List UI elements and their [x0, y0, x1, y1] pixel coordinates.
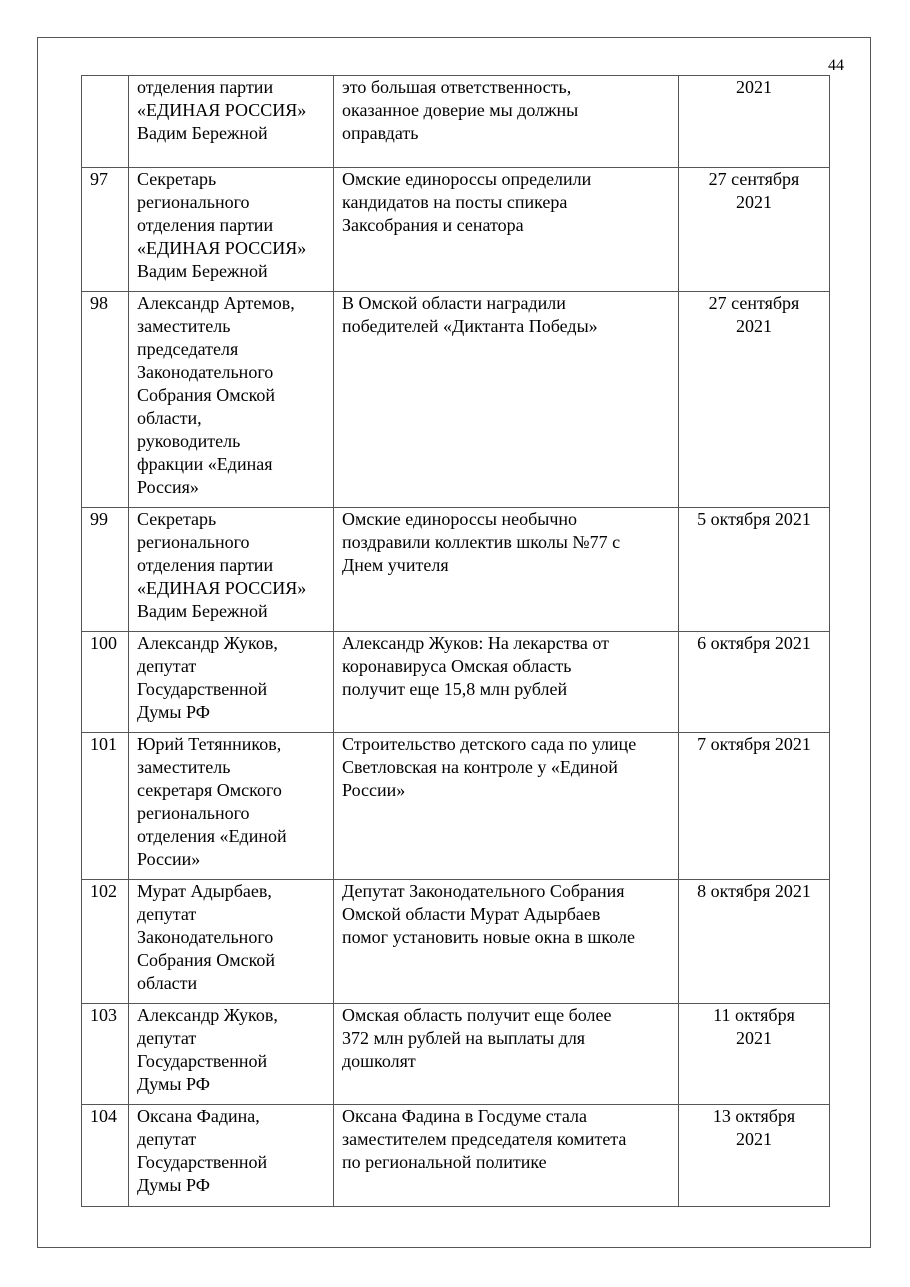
- row-number: 101: [90, 734, 117, 754]
- author-cell: [129, 76, 334, 168]
- title-text: Оксана Фадина в Госдуме стала заместителем председателя комитета по региональной политике: [342, 1106, 627, 1172]
- date-cell: [679, 168, 830, 292]
- table-row: [82, 733, 830, 880]
- date-cell: [679, 733, 830, 880]
- row-number: 97: [90, 169, 108, 189]
- author-cell: [129, 632, 334, 733]
- date-text: 2021: [736, 77, 772, 97]
- title-cell: [334, 1105, 679, 1207]
- date-text: 5 октября 2021: [697, 509, 811, 529]
- row-number-cell: [82, 168, 129, 292]
- title-cell: [334, 168, 679, 292]
- date-text: 8 октября 2021: [697, 881, 811, 901]
- date-cell: [679, 880, 830, 1004]
- page-number: 44: [828, 57, 844, 74]
- row-number: 100: [90, 633, 117, 653]
- author-text: Оксана Фадина, депутат Государственной Думы РФ: [137, 1106, 268, 1195]
- date-cell: [679, 1105, 830, 1207]
- title-text: Омские единороссы определили кандидатов на посты спикера Заксобрания и сенатора: [342, 169, 592, 235]
- author-text: Юрий Тетянников, заместитель секретаря Омского регионального отделения «Единой России»: [137, 734, 287, 869]
- table-row: [82, 632, 830, 733]
- table-row: [82, 880, 830, 1004]
- date-text: 6 октября 2021: [697, 633, 811, 653]
- title-cell: [334, 880, 679, 1004]
- row-number-cell: [82, 632, 129, 733]
- author-cell: [129, 880, 334, 1004]
- date-text: 27 сентября 2021: [708, 293, 800, 336]
- title-text: Депутат Законодательного Собрания Омской области Мурат Адырбаев помог установить новые окна в школе: [342, 881, 635, 947]
- table-row: [82, 168, 830, 292]
- row-number-cell: [82, 76, 129, 168]
- date-cell: [679, 292, 830, 508]
- table-row: [82, 1105, 830, 1207]
- title-cell: [334, 632, 679, 733]
- title-text: Омские единороссы необычно поздравили коллектив школы №77 с Днем учителя: [342, 509, 621, 575]
- author-cell: [129, 1105, 334, 1207]
- title-cell: [334, 733, 679, 880]
- row-number: 99: [90, 509, 108, 529]
- author-text: Мурат Адырбаев, депутат Законодательного Собрания Омской области: [137, 881, 276, 993]
- date-cell: [679, 508, 830, 632]
- author-cell: [129, 508, 334, 632]
- title-cell: [334, 292, 679, 508]
- row-number: 104: [90, 1106, 117, 1126]
- row-number-cell: [82, 1105, 129, 1207]
- title-cell: [334, 1004, 679, 1105]
- title-text: Александр Жуков: На лекарства от коронавируса Омская область получит еще 15,8 млн рублей: [342, 633, 609, 699]
- date-text: 13 октября 2021: [712, 1106, 796, 1149]
- author-cell: [129, 168, 334, 292]
- author-text: Александр Артемов, заместитель председателя Законодательного Собрания Омской области, руководитель фракции «Единая Россия»: [137, 293, 295, 497]
- author-text: Александр Жуков, депутат Государственной Думы РФ: [137, 1005, 278, 1094]
- title-text: Омская область получит еще более 372 млн рублей на выплаты для дошколят: [342, 1005, 612, 1071]
- publications-table: [81, 75, 830, 1207]
- author-cell: [129, 292, 334, 508]
- date-text: 7 октября 2021: [697, 734, 811, 754]
- author-text: Секретарь регионального отделения партии «ЕДИНАЯ РОССИЯ» Вадим Бережной: [137, 169, 307, 281]
- row-number: 103: [90, 1005, 117, 1025]
- table-row: [82, 508, 830, 632]
- row-number: 98: [90, 293, 108, 313]
- date-cell: [679, 76, 830, 168]
- author-cell: [129, 1004, 334, 1105]
- author-text: отделения партии «ЕДИНАЯ РОССИЯ» Вадим Бережной: [137, 77, 307, 143]
- row-number-cell: [82, 880, 129, 1004]
- title-text: это большая ответственность, оказанное доверие мы должны оправдать: [342, 77, 579, 143]
- table-row: [82, 1004, 830, 1105]
- row-number-cell: [82, 508, 129, 632]
- row-number-cell: [82, 733, 129, 880]
- title-text: В Омской области наградили победителей «Диктанта Победы»: [342, 293, 598, 336]
- author-text: Александр Жуков, депутат Государственной Думы РФ: [137, 633, 278, 722]
- date-text: 11 октября 2021: [713, 1005, 795, 1048]
- date-cell: [679, 632, 830, 733]
- title-cell: [334, 76, 679, 168]
- title-text: Строительство детского сада по улице Светловская на контроле у «Единой России»: [342, 734, 637, 800]
- row-number: 102: [90, 881, 117, 901]
- row-number-cell: [82, 1004, 129, 1105]
- date-cell: [679, 1004, 830, 1105]
- row-number-cell: [82, 292, 129, 508]
- author-text: Секретарь регионального отделения партии «ЕДИНАЯ РОССИЯ» Вадим Бережной: [137, 509, 307, 621]
- table-row: [82, 76, 830, 168]
- title-cell: [334, 508, 679, 632]
- date-text: 27 сентября 2021: [708, 169, 800, 212]
- table-row: [82, 292, 830, 508]
- author-cell: [129, 733, 334, 880]
